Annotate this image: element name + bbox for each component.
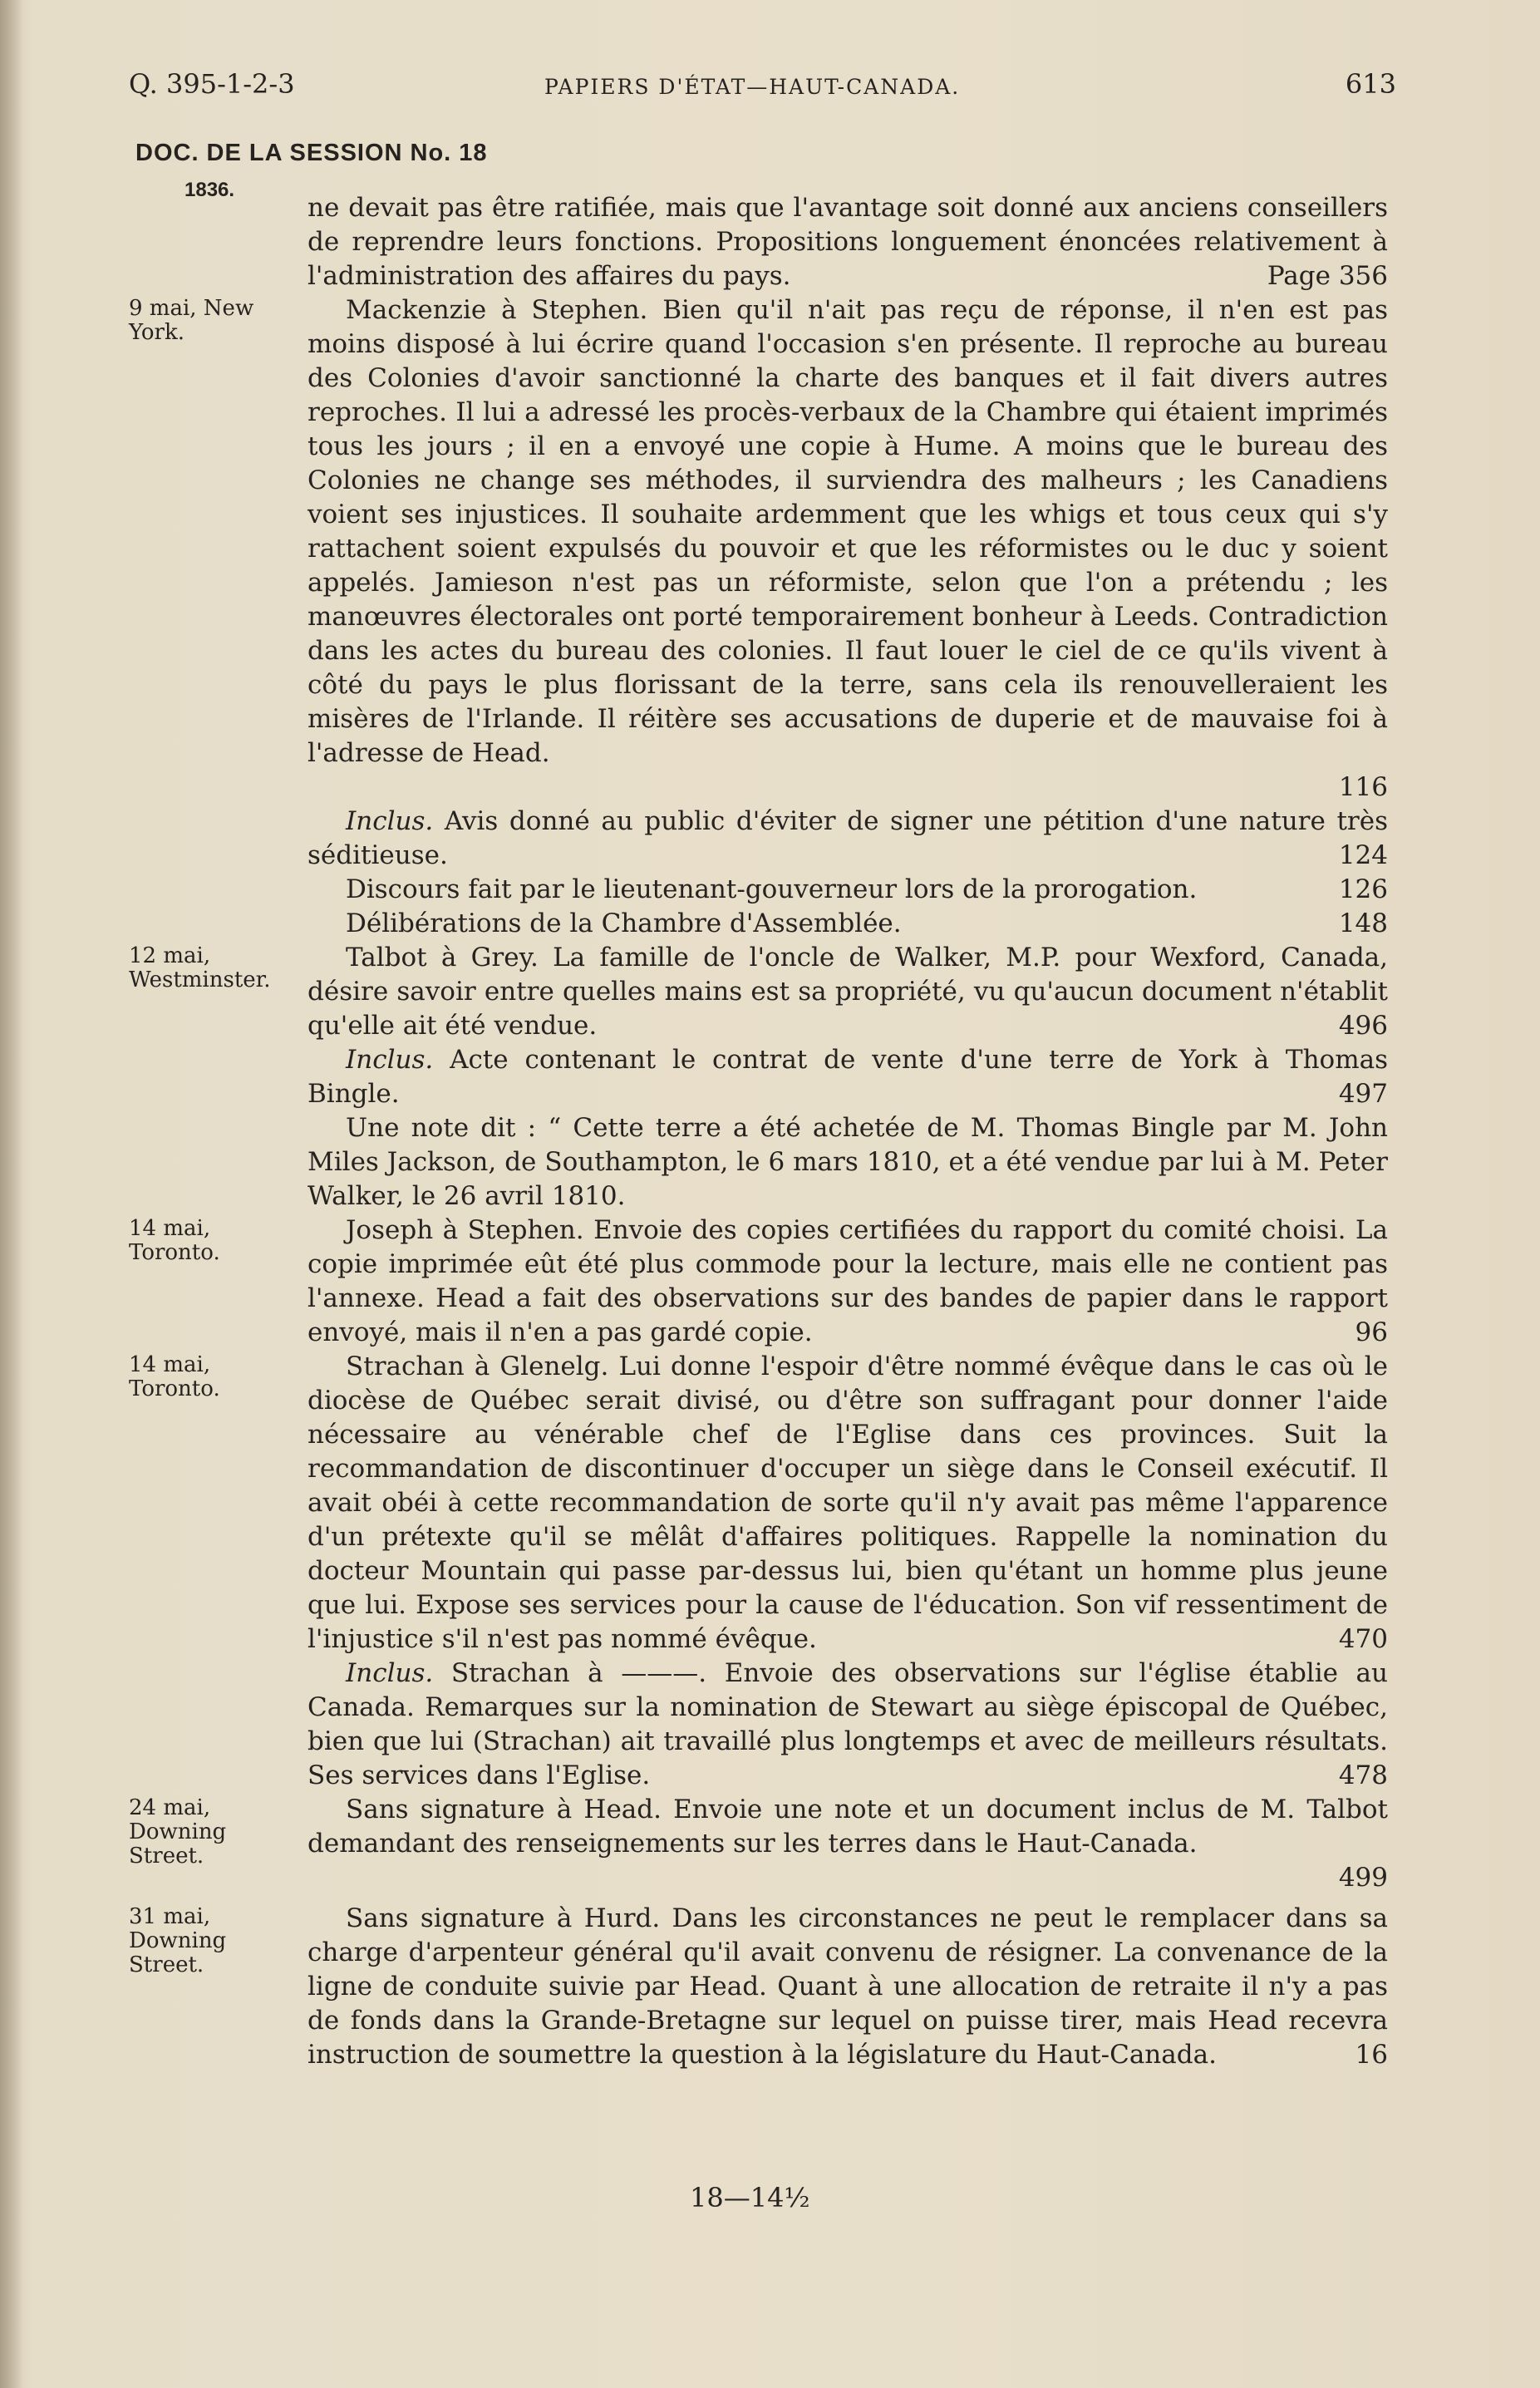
entry-mackenzie-stephen xyxy=(129,293,1388,805)
entry-text: Délibérations de la Chambre d'Assemblée. xyxy=(346,908,902,938)
entry-deliberations xyxy=(308,907,1388,941)
entry-sans-signature-hurd xyxy=(129,1902,1388,2072)
entry-continuation xyxy=(308,191,1388,293)
entry-date-place: 9 mai, New York. xyxy=(129,296,254,345)
signature-mark: 18—14½ xyxy=(690,2182,810,2213)
entry-ref: 116 xyxy=(1338,772,1388,802)
entry-inclus-strachan xyxy=(308,1657,1388,1793)
entry-talbot-grey xyxy=(129,941,1388,1043)
entry-ref: 126 xyxy=(1338,874,1388,904)
entry-date-place: 12 mai, Westminster. xyxy=(129,943,271,992)
entry-ref: 478 xyxy=(1338,1760,1388,1790)
inclus-label: Inclus. xyxy=(346,806,434,836)
inclus-label: Inclus. xyxy=(346,1658,434,1688)
page-title: PAPIERS D'ÉTAT—HAUT-CANADA. xyxy=(544,75,961,99)
archive-reference: Q. 395-1-2-3 xyxy=(129,68,295,100)
entry-ref: 496 xyxy=(1338,1011,1388,1041)
entry-text: Strachan à Glenelg. Lui donne l'espoir d'être nommé évêque dans le cas où le diocèse de Québec serait divisé, ou d'être son suffragant pour donner l'aide nécessaire au vénérable chef de l'Eglise dans ces provinces. Suit la recommandation de discontinuer d'occuper un siège dans le Conseil exécutif. Il avait obéi à cette recommandation de sorte qu'il n'y avait pas même l'apparence d'un prétexte qu'il se mêlât d'affaires politiques. Rappelle la nomination du docteur Mountain qui passe par-dessus lui, bien qu'étant un homme plus jeune que lui. Expose ses services pour la cause de l'éducation. Son vif ressentiment de l'injustice s'il n'est pas nommé évêque. xyxy=(308,1352,1388,1654)
entry-text: Sans signature à Hurd. Dans les circonstances ne peut le remplacer dans sa charge d'arpenteur général qu'il avait convenu de résigner. La convenance de la ligne de conduite suivie par Head. Quant à une allocation de retraite il n'y a pas de fonds dans la Grande-Bretagne sur lequel on puisse tirer, mais Head recevra instruction de soumettre la question à la législature du Haut-Canada. xyxy=(308,1903,1388,2070)
entry-text: Une note dit : “ Cette terre a été achetée de M. Thomas Bingle par M. John Miles Jackson, de Southampton, le 6 mars 1810, et a été vendue par lui à M. Peter Walker, le 26 avril 1810. xyxy=(308,1113,1388,1211)
entry-joseph-stephen xyxy=(129,1214,1388,1350)
entry-text: Talbot à Grey. La famille de l'oncle de Walker, M.P. pour Wexford, Canada, désire savoir entre quelles mains est sa propriété, vu qu'aucun document n'établit qu'elle ait été vendue. xyxy=(308,943,1388,1041)
entry-ref: 96 xyxy=(1355,1317,1388,1347)
entry-text: Discours fait par le lieutenant-gouverneur lors de la prorogation. xyxy=(346,874,1198,904)
entry-ref: 470 xyxy=(1338,1624,1388,1654)
entry-ref: 124 xyxy=(1338,840,1388,870)
entry-date-place: 14 mai, Toronto. xyxy=(129,1216,220,1265)
year-label: 1836. xyxy=(185,179,235,201)
entry-ref: 497 xyxy=(1338,1079,1388,1109)
entry-date-place: 14 mai, Toronto. xyxy=(129,1352,220,1401)
entry-date-place: 31 mai, Downing Street. xyxy=(129,1904,227,1977)
entry-text: Mackenzie à Stephen. Bien qu'il n'ait pas reçu de réponse, il n'en est pas moins disposé à lui écrire quand l'occasion s'en présente. Il reproche au bureau des Colonies d'avoir sanctionné la charte des banques et il fait divers autres reproches. Il lui a adressé les procès-verbaux de la Chambre qui étaient imprimés tous les jours ; il en a envoyé une copie à Hume. A moins que le bureau des Colonies ne change ses méthodes, il surviendra des malheurs ; les Canadiens voient ses injustices. Il souhaite ardemment que les whigs et tous ceux qui s'y rattachent soient expulsés du pouvoir et que les réformistes ou le duc y soient appelés. Jamieson n'est pas un réformiste, selon que l'on a prétendu ; les manœuvres électorales ont porté temporairement bonheur à Leeds. Contradiction dans les actes du bureau des colonies. Il faut louer le ciel de ce qu'ils vivent à côté du pays le plus florissant de la terre, sans cela ils renouvelleraient les misères de l'Irlande. Il réitère ses accusations de duperie et de mauvaise foi à l'adresse de Head. xyxy=(308,295,1388,768)
inclus-label: Inclus. xyxy=(346,1045,434,1075)
entry-strachan-glenelg xyxy=(129,1350,1388,1657)
entry-text: ne devait pas être ratifiée, mais que l'avantage soit donné aux anciens conseillers de reprendre leurs fonctions. Propositions longuement énoncées relativement à l'administration des affaires du pays. xyxy=(308,193,1388,291)
entry-text: Avis donné au public d'éviter de signer une pétition d'une nature très séditieuse. xyxy=(308,806,1388,870)
entry-ref: Page 356 xyxy=(1267,261,1388,291)
spacer xyxy=(308,1895,1388,1902)
calendar-entries xyxy=(129,191,1389,2072)
entry-sans-signature-head xyxy=(129,1793,1388,1895)
entry-text: Acte contenant le contrat de vente d'une terre de York à Thomas Bingle. xyxy=(308,1045,1389,1109)
entry-ref: 499 xyxy=(1338,1863,1388,1893)
entry-text: Joseph à Stephen. Envoie des copies certifiées du rapport du comité choisi. La copie imprimée eût été plus commode pour la lecture, mais elle ne contient pas l'annexe. Head a fait des observations sur des bandes de papier dans le rapport envoyé, mais il n'en a pas gardé copie. xyxy=(308,1215,1388,1347)
entry-text: Sans signature à Head. Envoie une note et un document inclus de M. Talbot demandant des renseignements sur les terres dans le Haut-Canada. xyxy=(308,1795,1388,1859)
entry-text: Strachan à ———. Envoie des observations sur l'église établie au Canada. Remarques sur la nomination de Stewart au siège épiscopal de Québec, bien que lui (Strachan) ait travaillé plus longtemps et avec de meilleurs résultats. Ses services dans l'Eglise. xyxy=(308,1658,1388,1790)
running-header xyxy=(129,68,1396,110)
page-number: 613 xyxy=(1345,68,1396,100)
binding-shadow xyxy=(0,0,23,2388)
entry-note xyxy=(308,1111,1388,1214)
entry-ref: 148 xyxy=(1338,908,1388,938)
entry-date-place: 24 mai, Downing Street. xyxy=(129,1795,227,1869)
entry-discours xyxy=(308,873,1388,907)
entry-inclus-acte xyxy=(308,1043,1388,1111)
doc-session-label: DOC. DE LA SESSION No. 18 xyxy=(135,140,488,166)
entry-inclus-avis xyxy=(308,805,1388,873)
entry-ref: 16 xyxy=(1355,2040,1388,2070)
